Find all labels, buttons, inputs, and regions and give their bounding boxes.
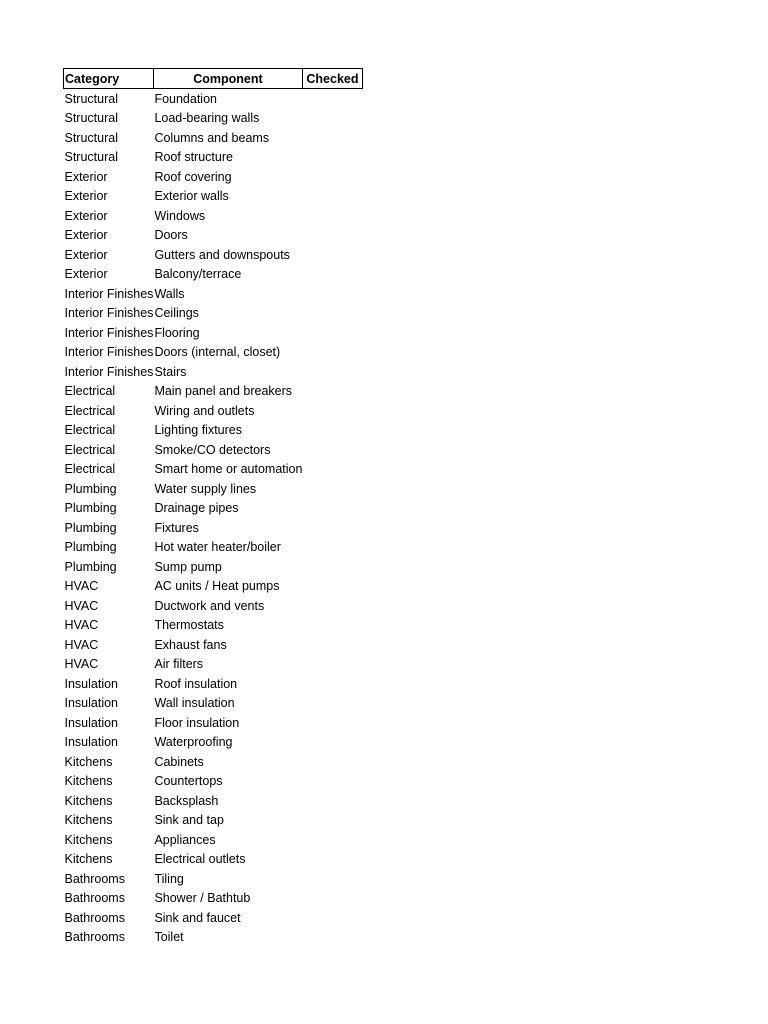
component-cell: Flooring [154, 325, 200, 340]
checked-cell [302, 167, 362, 187]
table-body [64, 89, 363, 948]
category-cell: Structural [64, 91, 118, 106]
component-cell: Stairs [154, 364, 187, 379]
checked-cell [302, 304, 362, 324]
category-cell: Structural [64, 111, 118, 125]
checked-cell [302, 323, 362, 343]
component-cell: Thermostats [154, 618, 224, 632]
checked-cell [302, 655, 362, 675]
checked-cell [302, 187, 362, 207]
checked-cell [302, 635, 362, 655]
component-cell: Walls [154, 286, 185, 301]
category-cell: Plumbing [64, 540, 117, 554]
component-cell: Shower / Bathtub [154, 891, 251, 905]
component-cell: Columns and beams [154, 130, 270, 145]
header-row [64, 69, 363, 89]
component-cell: Sink and faucet [154, 910, 241, 925]
table-row [64, 382, 363, 402]
table-row [64, 343, 363, 363]
category-cell: Structural [64, 150, 118, 164]
component-cell: Backsplash [154, 793, 219, 808]
table-row [64, 635, 363, 655]
header-category: Category [64, 69, 154, 89]
checked-cell [302, 616, 362, 636]
category-cell: Plumbing [64, 559, 117, 574]
component-cell: Smoke/CO detectors [154, 442, 271, 457]
table-row [64, 304, 363, 324]
category-cell: Electrical [64, 442, 116, 457]
table-row [64, 206, 363, 226]
table-row [64, 265, 363, 285]
component-cell: Windows [154, 208, 206, 223]
checked-cell [302, 772, 362, 792]
category-cell: HVAC [64, 579, 99, 593]
checked-cell [302, 869, 362, 889]
category-cell: Bathrooms [64, 871, 125, 886]
component-cell: Smart home or automation [154, 462, 303, 476]
category-cell: Exterior [64, 208, 108, 223]
table-row [64, 128, 363, 148]
table-row [64, 928, 363, 948]
checked-cell [302, 694, 362, 714]
checked-cell [302, 226, 362, 246]
category-cell: Insulation [64, 715, 119, 730]
component-cell: Balcony/terrace [154, 267, 242, 281]
component-cell: Toilet [154, 930, 184, 944]
inspection-checklist-table [63, 68, 363, 947]
component-cell: Fixtures [154, 520, 199, 535]
checked-cell [302, 557, 362, 577]
category-cell: Bathrooms [64, 930, 125, 944]
checked-cell [302, 148, 362, 168]
table-row [64, 655, 363, 675]
category-cell: Electrical [64, 403, 116, 418]
component-cell: Gutters and downspouts [154, 247, 290, 262]
component-cell: Hot water heater/boiler [154, 540, 281, 554]
table-row [64, 811, 363, 831]
category-cell: Interior Finishes [64, 345, 154, 359]
component-cell: Air filters [154, 657, 204, 671]
checked-cell [302, 89, 362, 109]
component-cell: Appliances [154, 832, 216, 847]
component-cell: Wall insulation [154, 696, 235, 710]
table-row [64, 323, 363, 343]
component-cell: Lighting fixtures [154, 423, 242, 437]
checked-cell [302, 421, 362, 441]
category-cell: Interior Finishes [64, 306, 154, 320]
category-cell: Structural [64, 130, 118, 145]
category-cell: HVAC [64, 598, 99, 613]
checked-cell [302, 382, 362, 402]
checked-cell [302, 460, 362, 480]
checked-cell [302, 479, 362, 499]
checked-cell [302, 850, 362, 870]
category-cell: Interior Finishes [64, 325, 154, 340]
checked-cell [302, 440, 362, 460]
component-cell: Doors (internal, closet) [154, 345, 281, 359]
header-checked: Checked [302, 69, 362, 89]
table-row [64, 694, 363, 714]
table-row [64, 557, 363, 577]
component-cell: Drainage pipes [154, 501, 239, 515]
table-row [64, 518, 363, 538]
table-row [64, 908, 363, 928]
category-cell: Kitchens [64, 754, 113, 769]
component-cell: Exterior walls [154, 189, 229, 203]
category-cell: Electrical [64, 384, 116, 398]
table-row [64, 850, 363, 870]
category-cell: HVAC [64, 657, 99, 671]
checked-cell [302, 791, 362, 811]
checked-cell [302, 713, 362, 733]
category-cell: Kitchens [64, 832, 113, 847]
component-cell: Ductwork and vents [154, 598, 265, 613]
component-cell: Roof covering [154, 169, 232, 184]
checked-cell [302, 538, 362, 558]
table-row [64, 89, 363, 109]
table-row [64, 869, 363, 889]
table-row [64, 421, 363, 441]
table-row [64, 479, 363, 499]
component-cell: Water supply lines [154, 481, 257, 496]
table-row [64, 499, 363, 519]
table-row [64, 733, 363, 753]
table-row [64, 616, 363, 636]
category-cell: Kitchens [64, 774, 113, 788]
table-row [64, 440, 363, 460]
table-row [64, 284, 363, 304]
component-cell: Sink and tap [154, 813, 224, 827]
component-cell: Doors [154, 228, 188, 242]
category-cell: Kitchens [64, 813, 113, 827]
header-component: Component [153, 69, 302, 89]
component-cell: Load-bearing walls [154, 111, 260, 125]
component-cell: Electrical outlets [154, 852, 246, 866]
table-row [64, 167, 363, 187]
component-cell: Ceilings [154, 306, 199, 320]
category-cell: Electrical [64, 462, 116, 476]
component-cell: AC units / Heat pumps [154, 579, 280, 593]
checked-cell [302, 928, 362, 948]
table-row [64, 674, 363, 694]
table-row [64, 889, 363, 909]
checked-cell [302, 109, 362, 129]
component-cell: Countertops [154, 774, 223, 788]
checked-cell [302, 830, 362, 850]
component-cell: Sump pump [154, 559, 222, 574]
component-cell: Exhaust fans [154, 637, 227, 652]
category-cell: Bathrooms [64, 910, 125, 925]
category-cell: Plumbing [64, 481, 117, 496]
checked-cell [302, 674, 362, 694]
category-cell: Exterior [64, 247, 108, 262]
category-cell: Exterior [64, 228, 108, 242]
table-row [64, 538, 363, 558]
table-row [64, 596, 363, 616]
component-cell: Wiring and outlets [154, 403, 255, 418]
checked-cell [302, 733, 362, 753]
table-row [64, 713, 363, 733]
checked-cell [302, 577, 362, 597]
category-cell: Exterior [64, 189, 108, 203]
checked-cell [302, 362, 362, 382]
checked-cell [302, 752, 362, 772]
component-cell: Foundation [154, 91, 217, 106]
category-cell: Interior Finishes [64, 286, 154, 301]
table-row [64, 772, 363, 792]
checked-cell [302, 343, 362, 363]
component-cell: Main panel and breakers [154, 384, 293, 398]
checked-cell [302, 908, 362, 928]
category-cell: Kitchens [64, 852, 113, 866]
component-cell: Floor insulation [154, 715, 240, 730]
checked-cell [302, 889, 362, 909]
table-row [64, 362, 363, 382]
category-cell: Insulation [64, 696, 119, 710]
table-row [64, 577, 363, 597]
checked-cell [302, 401, 362, 421]
category-cell: Bathrooms [64, 891, 125, 905]
category-cell: Exterior [64, 169, 108, 184]
category-cell: Plumbing [64, 501, 117, 515]
table-row [64, 791, 363, 811]
category-cell: Insulation [64, 735, 119, 749]
component-cell: Tiling [154, 871, 184, 886]
table-row [64, 752, 363, 772]
table-row [64, 460, 363, 480]
checked-cell [302, 265, 362, 285]
checked-cell [302, 128, 362, 148]
category-cell: Exterior [64, 267, 108, 281]
component-cell: Cabinets [154, 754, 204, 769]
category-cell: HVAC [64, 618, 99, 632]
checked-cell [302, 206, 362, 226]
checked-cell [302, 499, 362, 519]
category-cell: Kitchens [64, 793, 113, 808]
component-cell: Waterproofing [154, 735, 233, 749]
component-cell: Roof structure [154, 150, 233, 164]
checked-cell [302, 811, 362, 831]
table-row [64, 148, 363, 168]
table-row [64, 830, 363, 850]
category-cell: Electrical [64, 423, 116, 437]
table-row [64, 187, 363, 207]
category-cell: Interior Finishes [64, 364, 154, 379]
checked-cell [302, 284, 362, 304]
category-cell: Plumbing [64, 520, 117, 535]
spreadsheet-page [63, 68, 363, 947]
category-cell: Insulation [64, 676, 119, 691]
table-row [64, 109, 363, 129]
category-cell: HVAC [64, 637, 99, 652]
checked-cell [302, 245, 362, 265]
table-row [64, 226, 363, 246]
checked-cell [302, 596, 362, 616]
table-row [64, 245, 363, 265]
checked-cell [302, 518, 362, 538]
component-cell: Roof insulation [154, 676, 238, 691]
table-row [64, 401, 363, 421]
